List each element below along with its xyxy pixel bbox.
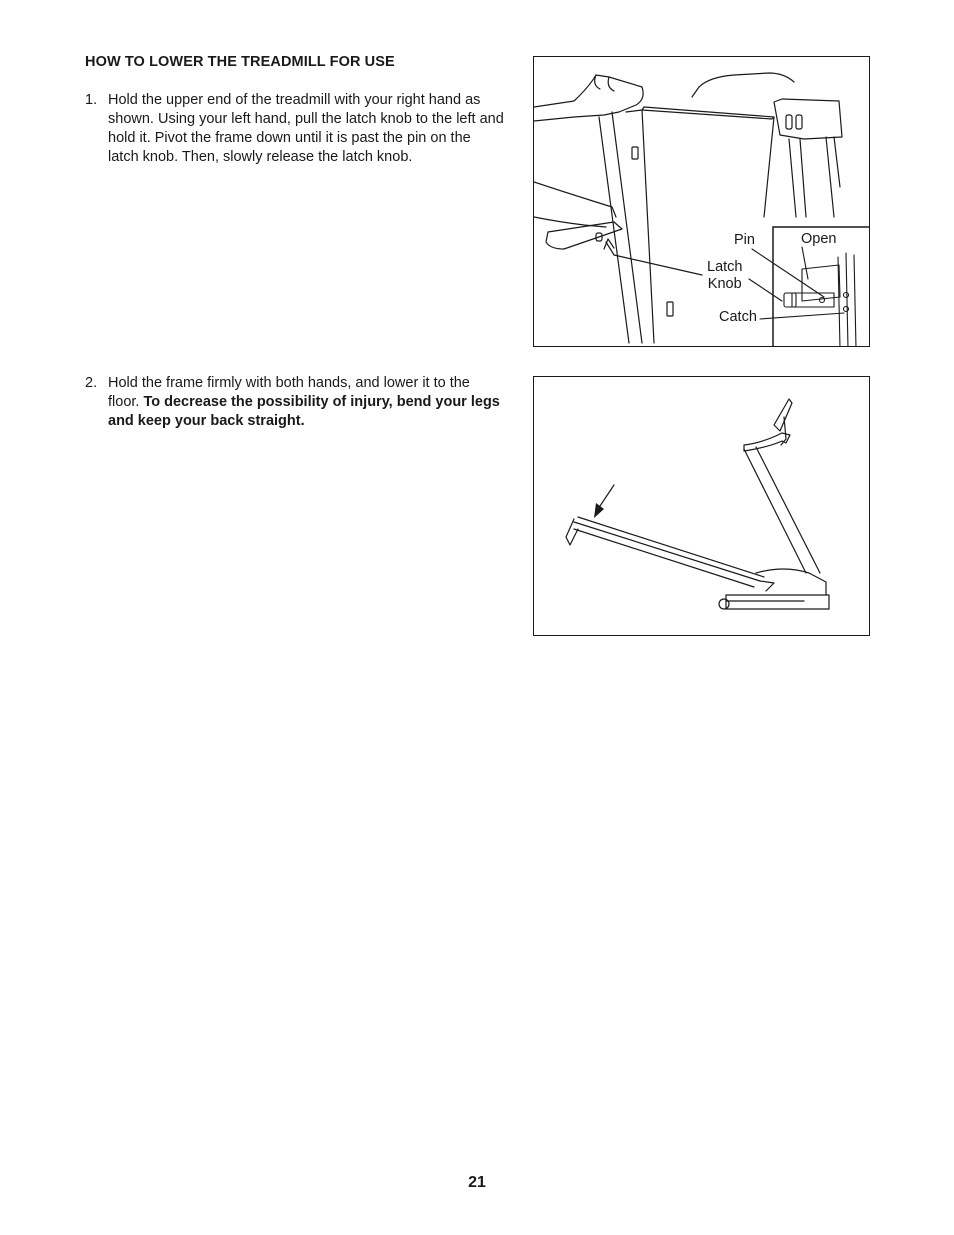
step-1-number: 1. [85,92,98,108]
step-2-text-block [108,374,505,431]
page-number: 21 [468,1174,486,1191]
step-2-text: Hold the frame firmly with both hands, and lower it to the floor. [108,375,470,410]
callout-latch-knob [707,259,742,293]
figure-latch-knob [533,56,870,347]
figure-lowering-frame [533,376,870,636]
callout-open: Open [801,231,837,247]
callout-catch: Catch [719,309,757,325]
treadmill-upright-illustration [534,57,870,347]
callout-latch-knob-line1: Latch [707,259,743,275]
treadmill-lowering-illustration [534,377,870,636]
callout-pin: Pin [734,232,755,248]
step-1 [85,91,505,167]
callout-latch-knob-line2: Knob [707,276,742,292]
section-heading: HOW TO LOWER THE TREADMILL FOR USE [85,54,395,70]
step-2-warning: To decrease the possibility of injury, bend your legs and keep your back straight. [108,394,500,429]
step-1-text: Hold the upper end of the treadmill with your right hand as shown. Using your left hand, pull the latch knob to the left and hold it. Pivot the frame down until it is past the pin on the latch knob. Then, slowly release the latch knob. [108,92,504,165]
step-2 [85,374,505,431]
step-2-number: 2. [85,375,98,391]
